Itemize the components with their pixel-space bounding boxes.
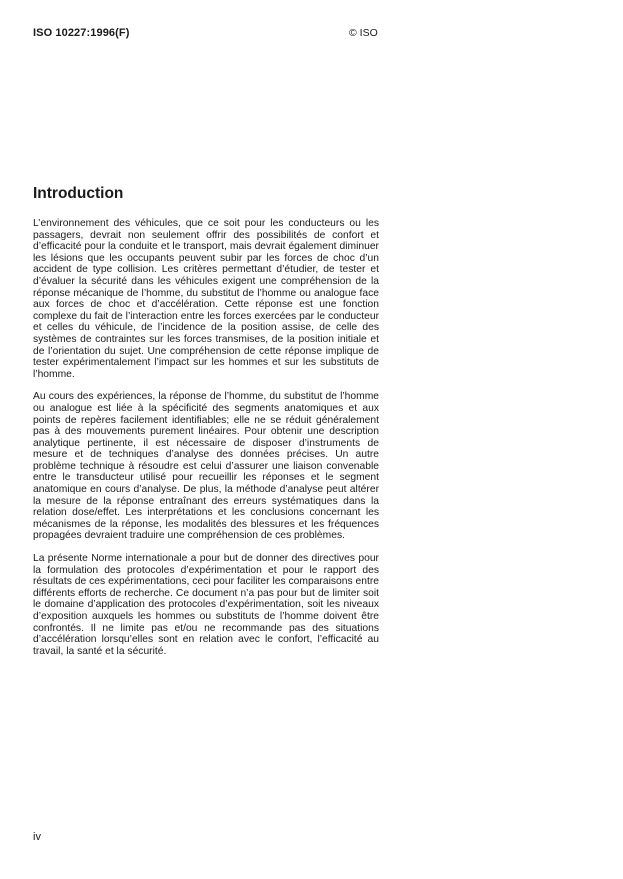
paragraph-1: L’environnement des véhicules, que ce soit pour les conducteurs ou les passagers, devrait non seulement offrir des possibilités de confort et d’efficacité pour la conduite et le transport, mais devrait également diminuer les lésions que les occupants peuvent subir par les forces de choc d’un accident de type collision. Les critères permettant d’étudier, de tester et d’évaluer la sécurité dans les véhicules exigent une compréhension de la réponse mécanique de l’homme, du substitut de l’homme ou analogue face aux forces de choc et d’accélération. Cette réponse est une fonction complexe du fait de l’interaction entre les forces exercées par le conducteur et celles du véhicule, de l’incidence de la position assise, de celle des systèmes de contraintes sur les forces transmises, de la position initiale et de l’orientation du sujet. Une compréhension de cette réponse implique de tester expérimentalement l’impact sur les hommes et sur les substituts de l’homme. [33,218,379,380]
section-body [33,218,379,668]
paragraph-2: Au cours des expériences, la réponse de l’homme, du substitut de l’homme ou analogue est liée à la spécificité des segments anatomiques et aux points de repères facilement identifiables; elle ne se réduit généralement pas à des mouvements purement linéaires. Pour obtenir une description analytique pertinente, il est nécessaire de disposer d’instruments de mesure et de techniques d’analyse des données précises. Un autre problème technique à résoudre est celui d’assurer une liaison convenable entre le transducteur utilisé pour recueillir les réponses et le segment anatomique en cours d’analyse. De plus, la méthode d’analyse peut altérer la mesure de la réponse entraînant des erreurs systématiques dans la relation dose/effet. Les interprétations et les conclusions concernant les mécanismes de la réponse, les modalités des blessures et les fréquences propagées devraient traduire une compréhension de ces problèmes. [33,391,379,542]
page-number: iv [33,831,41,843]
section-title: Introduction [33,185,124,202]
document-reference: ISO 10227:1996(F) [33,27,130,39]
copyright-notice: © ISO [349,27,378,39]
paragraph-3: La présente Norme internationale a pour but de donner des directives pour la formulation des protocoles d’expérimentation et pour le rapport des résultats de ces expérimentations, ceci pour faciliter les comparaisons entre différents efforts de recherche. Ce document n’a pas pour but de limiter soit le domaine d’application des protocoles d’expérimentation, soit les niveaux d’exposition auxquels les hommes ou substituts de l’homme doivent être confrontés. Il ne limite pas et/ou ne recommande pas des situations d’accélération lorsqu’elles sont en relation avec le confort, l’efficacité au travail, la santé et la sécurité. [33,553,379,657]
